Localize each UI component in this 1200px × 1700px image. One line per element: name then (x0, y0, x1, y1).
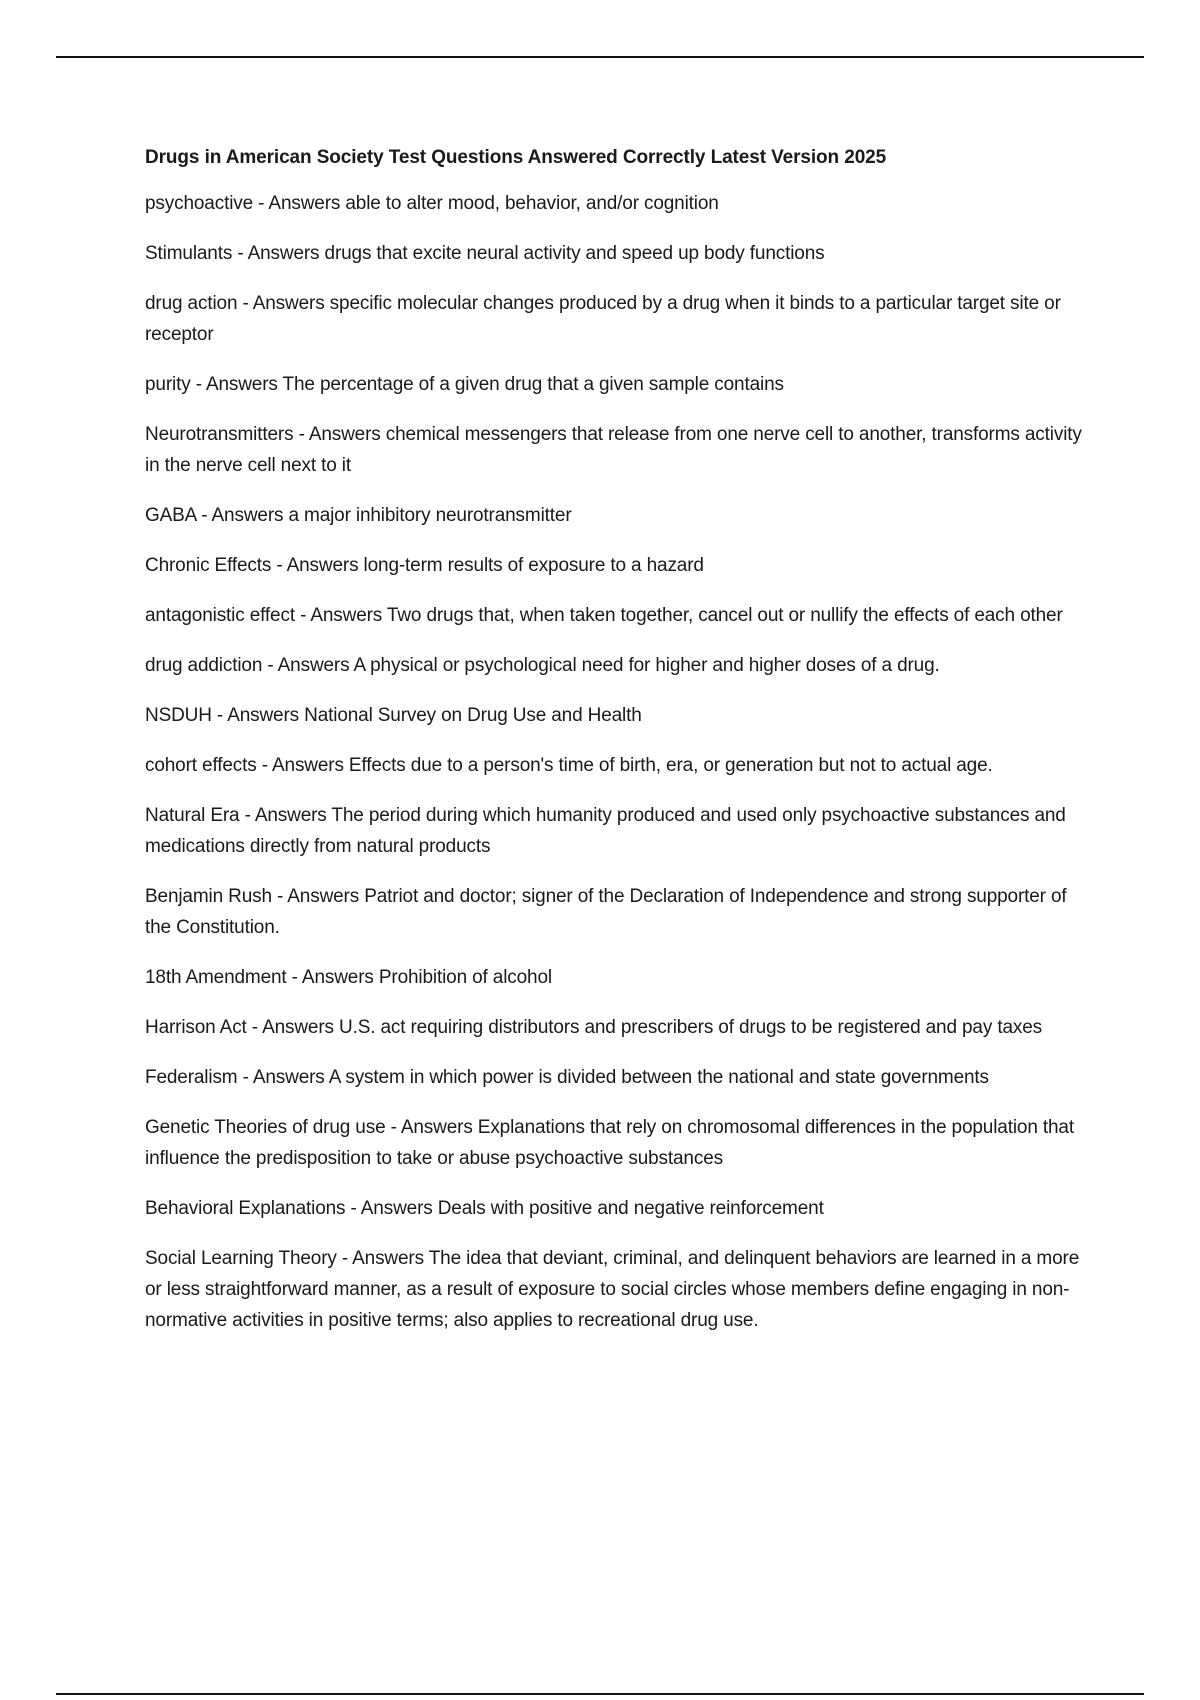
qa-item: Federalism - Answers A system in which power is divided between the national and state governments (145, 1067, 989, 1088)
qa-item: 18th Amendment - Answers Prohibition of alcohol (145, 967, 552, 988)
qa-item: Harrison Act - Answers U.S. act requiring distributors and prescribers of drugs to be registered and pay taxes (145, 1017, 1042, 1038)
qa-item: Chronic Effects - Answers long-term results of exposure to a hazard (145, 555, 704, 576)
qa-item: Benjamin Rush - Answers Patriot and doctor; signer of the Declaration of Independence and strong supporter of the Constitution. (145, 886, 1067, 938)
footer-rule (56, 1693, 1144, 1695)
qa-item: GABA - Answers a major inhibitory neurotransmitter (145, 505, 572, 526)
qa-item: cohort effects - Answers Effects due to a person's time of birth, era, or generation but not to actual age. (145, 755, 993, 776)
header-rule (56, 56, 1144, 58)
document-body (145, 142, 1085, 1355)
qa-item: NSDUH - Answers National Survey on Drug Use and Health (145, 705, 642, 726)
qa-item: drug action - Answers specific molecular changes produced by a drug when it binds to a particular target site or receptor (145, 293, 1061, 345)
qa-item: Stimulants - Answers drugs that excite neural activity and speed up body functions (145, 243, 825, 264)
qa-item: Behavioral Explanations - Answers Deals with positive and negative reinforcement (145, 1198, 824, 1219)
qa-item: purity - Answers The percentage of a given drug that a given sample contains (145, 374, 784, 395)
qa-item: Social Learning Theory - Answers The idea that deviant, criminal, and delinquent behaviors are learned in a more or less straightforward manner, as a result of exposure to social circles whose members define engaging in non-normative activities in positive terms; also applies to recreational drug use. (145, 1248, 1080, 1331)
qa-item: Natural Era - Answers The period during which humanity produced and used only psychoactive substances and medications directly from natural products (145, 805, 1066, 857)
qa-item: Genetic Theories of drug use - Answers Explanations that rely on chromosomal differences in the population that influence the predisposition to take or abuse psychoactive substances (145, 1117, 1074, 1169)
qa-item: antagonistic effect - Answers Two drugs that, when taken together, cancel out or nullify the effects of each other (145, 605, 1063, 626)
qa-list (145, 188, 1085, 1336)
document-title: Drugs in American Society Test Questions Answered Correctly Latest Version 2025 (145, 147, 887, 168)
qa-item: psychoactive - Answers able to alter mood, behavior, and/or cognition (145, 193, 719, 214)
qa-item: drug addiction - Answers A physical or psychological need for higher and higher doses of a drug. (145, 655, 940, 676)
qa-item: Neurotransmitters - Answers chemical messengers that release from one nerve cell to another, transforms activity in the nerve cell next to it (145, 424, 1082, 476)
